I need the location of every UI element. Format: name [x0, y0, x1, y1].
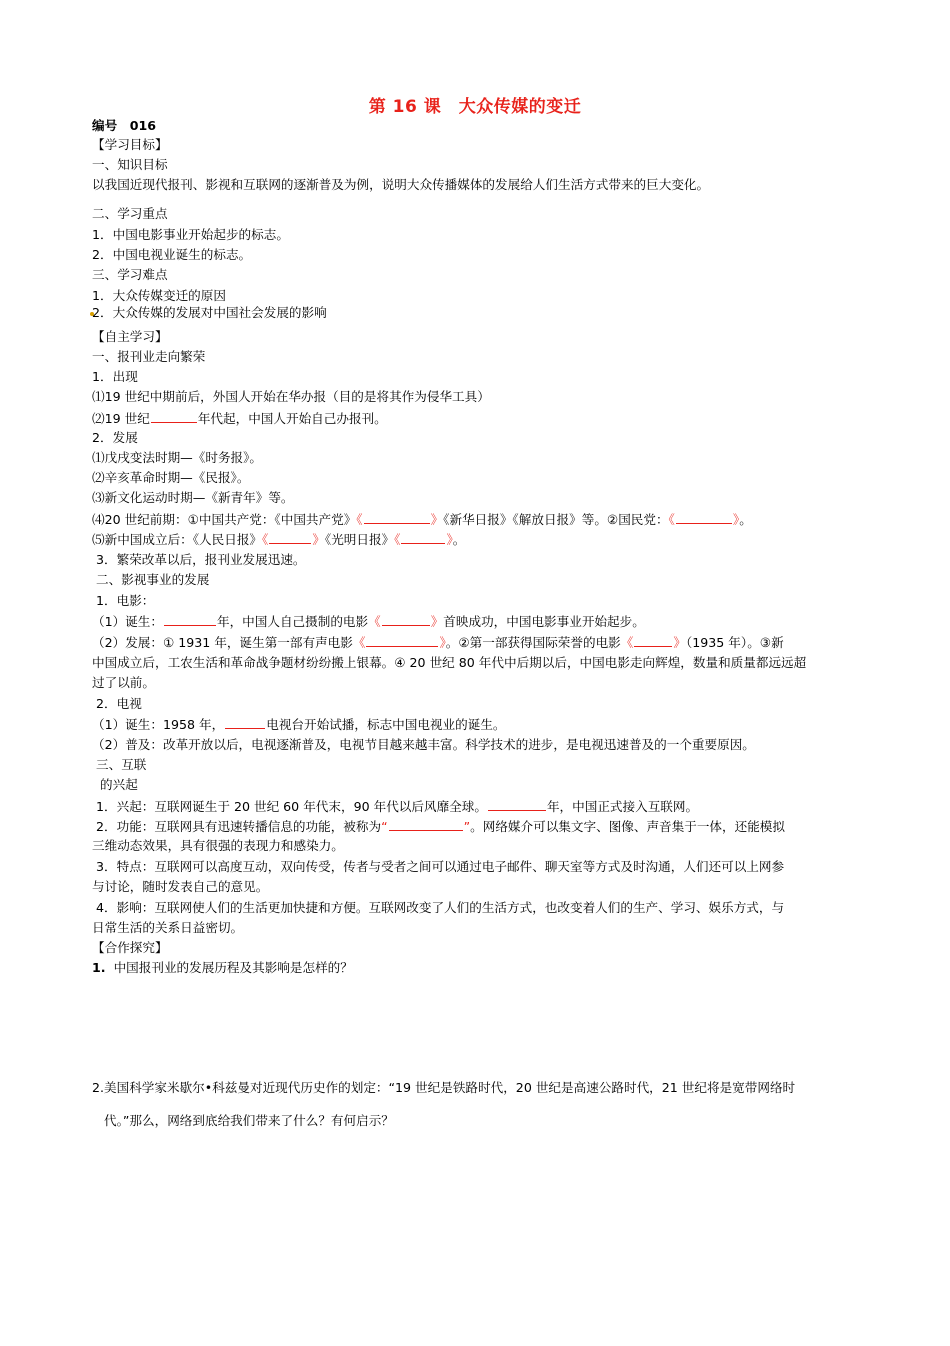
question-1: [92, 960, 353, 976]
tv-birth: [92, 716, 506, 733]
tv-heading: 2．电视: [96, 696, 142, 711]
film-development-2: 中国成立后，工农生活和革命战争题材纷纷搬上银幕。④ 20 世纪 80 年代中后期以后，中国电影走向辉煌，数量和质量都远远超: [92, 655, 807, 670]
press-development: 2．发展: [92, 430, 138, 445]
press-dev-e: [92, 531, 465, 548]
section-self-study: 【自主学习】: [92, 329, 168, 344]
internet-feature: 3．特点：互联网可以高度互动，双向传受，传者与受者之间可以通过电子邮件、聊天室等方式及时沟通，人们还可以上网参: [96, 859, 785, 874]
film-tv-heading: 二、影视事业的发展: [96, 572, 210, 587]
difficulty-item-1: 1．大众传媒变迁的原因: [92, 288, 226, 303]
text: （1）诞生：1958 年，: [92, 717, 225, 732]
question-2-line-1: 2.美国科学家米歇尔•科兹曼对近现代历史作的划定：“19 世纪是铁路时代，20 世纪是高速公路时代，21 世纪将是宽带网络时: [92, 1080, 796, 1095]
page-title: 第 16 课 大众传媒的变迁: [368, 97, 582, 117]
text: ⑸新中国成立后：《人民日报》: [92, 532, 263, 547]
internet-impact: 4．影响：互联网使人们的生活更加快捷和方便。互联网改变了人们的生活方式，也改变着人们的生产、学习、娱乐方式，与: [96, 900, 785, 915]
fill-blank[interactable]: [488, 798, 546, 811]
fill-blank[interactable]: [634, 634, 672, 647]
quote-open: 《: [620, 635, 634, 650]
press-dev-d: [92, 511, 752, 528]
fill-blank[interactable]: [364, 511, 430, 524]
text: 年，中国正式接入互联网。: [546, 799, 699, 814]
quote-close: 》: [439, 635, 446, 650]
fill-blank[interactable]: [382, 613, 430, 626]
press-dev-b: ⑵辛亥革命时期—《民报》。: [92, 470, 250, 485]
quote-close: 》: [312, 532, 325, 547]
text: 电视台开始试播，标志中国电视业的诞生。: [266, 717, 506, 732]
fill-blank[interactable]: [225, 716, 265, 729]
text: 2．功能：互联网具有迅速转播信息的功能，被称为: [96, 819, 382, 834]
text: ⑷20 世纪前期：①中国共产党：《中国共产党》: [92, 512, 357, 527]
text: （1）诞生：: [92, 614, 163, 629]
press-emergence-a: ⑴19 世纪中期前后，外国人开始在华办报（目的是将其作为侵华工具）: [92, 389, 490, 404]
text: 。: [452, 532, 466, 547]
quote-open: 《: [394, 532, 401, 547]
internet-feature-2: 与讨论，随时发表自己的意见。: [92, 879, 269, 894]
press-dev-a: ⑴戊戌变法时期—《时务报》。: [92, 450, 263, 465]
knowledge-goal-text: 以我国近现代报刊、影视和互联网的逐渐普及为例，说明大众传播媒体的发展给人们生活方式带来的巨大变化。: [92, 177, 710, 192]
press-emergence-b: [92, 410, 387, 427]
quote-close: 》: [732, 512, 740, 527]
text: 《光明日报》: [324, 532, 395, 547]
press-heading: 一、报刊业走向繁荣: [92, 349, 206, 364]
quote-close: 》: [446, 532, 453, 547]
internet-impact-2: 日常生活的关系日益密切。: [92, 920, 244, 935]
fill-blank[interactable]: [401, 531, 445, 544]
question-2-line-2: 代。”那么，网络到底给我们带来了什么？有何启示？: [104, 1113, 394, 1128]
film-development: [92, 634, 784, 651]
focus-item-1: 1．中国电影事业开始起步的标志。: [92, 227, 289, 242]
quote-open: 《: [356, 512, 363, 527]
fill-blank[interactable]: [269, 531, 311, 544]
text: 。网络媒介可以集文字、图像、声音集于一体，还能模拟: [470, 819, 785, 834]
fill-blank[interactable]: [164, 613, 216, 626]
internet-rise: [96, 798, 698, 815]
focus-heading: 二、学习重点: [92, 206, 168, 221]
quote-close: 》: [430, 614, 444, 629]
fill-blank[interactable]: [389, 818, 463, 831]
knowledge-goal-heading: 一、知识目标: [92, 157, 168, 172]
text: （2）发展：① 1931 年，诞生第一部有声电影: [92, 635, 353, 650]
internet-heading-2: 的兴起: [100, 777, 138, 792]
text: ⑵19 世纪: [92, 411, 150, 426]
fill-blank[interactable]: [676, 511, 732, 524]
question-number: 1.: [92, 960, 106, 975]
text: 年，中国人自己摄制的电影: [216, 614, 369, 629]
press-emergence: 1．出现: [92, 369, 138, 384]
internet-function-2: 三维动态效果，具有很强的表现力和感染力。: [92, 838, 344, 853]
text: 年代起，中国人开始自己办报刊。: [197, 411, 387, 426]
text: 。: [739, 512, 752, 527]
quote-close: ”: [463, 819, 471, 834]
fill-blank[interactable]: [151, 410, 197, 423]
quote-open: 《: [262, 532, 269, 547]
question-text: 中国报刊业的发展历程及其影响是怎样的？: [113, 960, 353, 975]
difficulty-item-2: 2．大众传媒的发展对中国社会发展的影响: [92, 305, 327, 320]
section-cooperation: 【合作探究】: [92, 940, 168, 955]
text: （1935 年）。③新: [685, 635, 784, 650]
press-prosperity: 3．繁荣改革以后，报刊业发展迅速。: [96, 552, 306, 567]
doc-number: 编号 016: [92, 118, 157, 133]
internet-function: [96, 818, 785, 835]
fill-blank[interactable]: [366, 634, 438, 647]
quote-close: 》: [430, 512, 444, 527]
quote-open: 《: [368, 614, 381, 629]
quote-open: “: [381, 819, 388, 834]
text: 1．兴起：互联网诞生于 20 世纪 60 年代末，90 年代以后风靡全球。: [96, 799, 487, 814]
quote-close: 》: [673, 635, 686, 650]
text: 。②第一部获得国际荣誉的电影: [445, 635, 621, 650]
film-birth: [92, 613, 645, 630]
film-development-3: 过了以前。: [92, 675, 155, 690]
quote-open: 《: [668, 512, 675, 527]
text: 《新华日报》《解放日报》等。②国民党：: [443, 512, 669, 527]
film-heading: 1．电影：: [96, 593, 155, 608]
text: 首映成功，中国电影事业开始起步。: [443, 614, 645, 629]
quote-open: 《: [352, 635, 366, 650]
focus-item-2: 2．中国电视业诞生的标志。: [92, 247, 252, 262]
internet-heading: 三、互联: [96, 757, 147, 772]
section-learning-goals: 【学习目标】: [92, 137, 168, 152]
tv-popularization: （2）普及：改革开放以后，电视逐渐普及，电视节目越来越丰富。科学技术的进步，是电视迅速普及的一个重要原因。: [92, 737, 755, 752]
difficulty-heading: 三、学习难点: [92, 267, 168, 282]
press-dev-c: ⑶新文化运动时期—《新青年》等。: [92, 490, 294, 505]
